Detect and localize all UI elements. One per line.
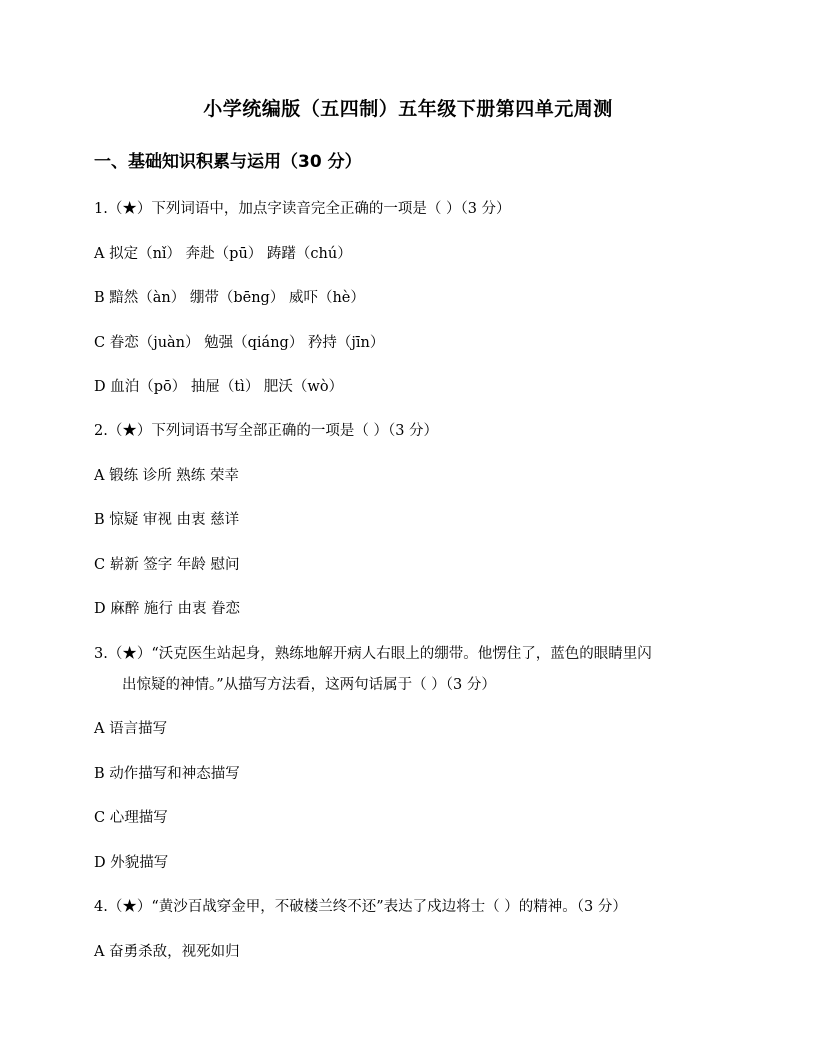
question-3-option-d: D 外貌描写 [94,855,169,871]
question-3-option-c: C 心理描写 [94,810,168,826]
document-title: 小学统编版（五四制）五年级下册第四单元周测 [203,98,613,120]
question-1-option-a: A 拟定（nǐ） 奔赴（pū） 踌躇（chú） [94,246,352,262]
question-2-option-a: A 锻练 诊所 熟练 荣幸 [94,468,239,484]
question-3-option-b: B 动作描写和神态描写 [94,766,240,782]
question-3-stem-line-2: 出惊疑的神情。”从描写方法看，这两句话属于（ ）（3 分） [122,677,496,693]
question-2-option-d: D 麻醉 施行 由衷 眷恋 [94,601,241,617]
question-1-option-b: B 黯然（àn） 绷带（bēng） 威吓（hè） [94,290,365,306]
question-3-option-a: A 语言描写 [94,721,168,737]
question-1-option-c: C 眷恋（juàn） 勉强（qiáng） 矜持（jīn） [94,335,385,351]
question-1-option-d: D 血泊（pō） 抽屉（tì） 肥沃（wò） [94,379,344,395]
question-1-stem: 1.（★）下列词语中，加点字读音完全正确的一项是（ ）（3 分） [94,201,511,217]
question-2-option-c: C 崭新 签字 年龄 慰问 [94,557,240,573]
section-heading: 一、基础知识积累与运用（30 分） [94,152,362,172]
question-2-stem: 2.（★）下列词语书写全部正确的一项是（ ）（3 分） [94,423,439,439]
question-4-option-a: A 奋勇杀敌，视死如归 [94,944,240,960]
question-2-option-b: B 惊疑 审视 由衷 慈详 [94,512,240,528]
question-3-stem-line-1: 3.（★）“沃克医生站起身，熟练地解开病人右眼上的绷带。他愣住了，蓝色的眼睛里闪 [94,646,652,662]
question-4-stem: 4.（★）“黄沙百战穿金甲，不破楼兰终不还”表达了戍边将士（ ）的精神。（3 分） [94,899,627,915]
